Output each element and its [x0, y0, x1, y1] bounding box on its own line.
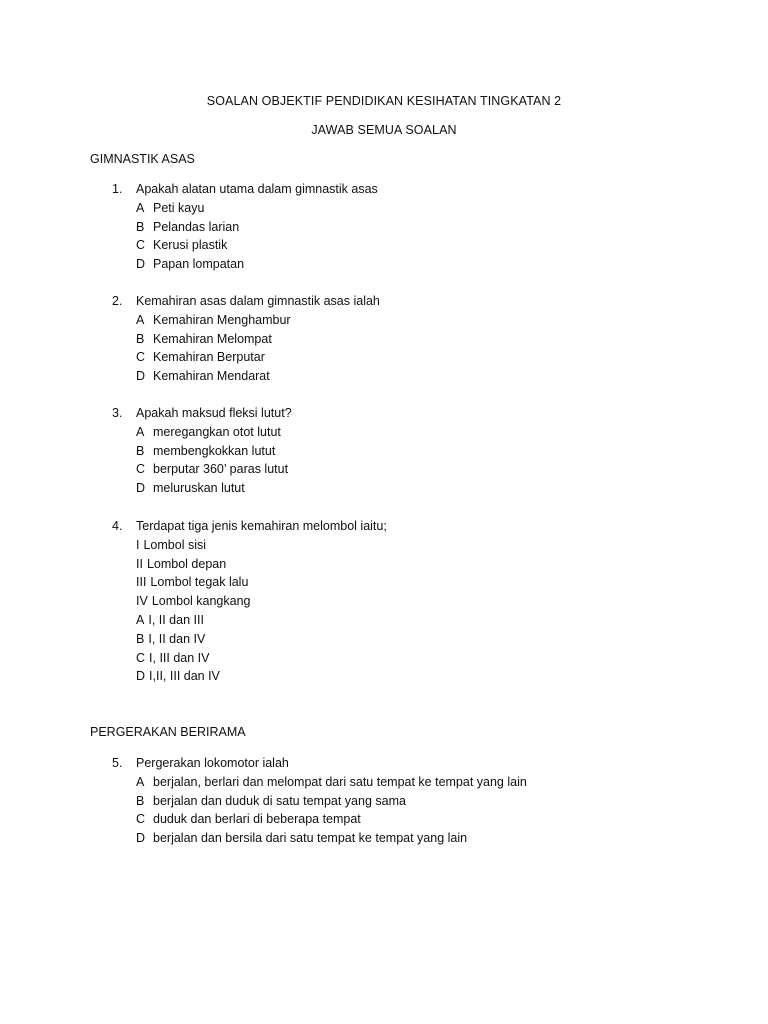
- document-title: SOALAN OBJEKTIF PENDIDIKAN KESIHATAN TINGKATAN 2: [206, 94, 562, 108]
- option-d: [112, 829, 732, 848]
- question-number: 2.: [112, 294, 123, 308]
- option-text: I, II dan IV: [148, 631, 206, 646]
- question-text: Kemahiran asas dalam gimnastik asas ialah: [136, 294, 380, 308]
- option-letter: A: [136, 774, 145, 789]
- statement-i: [112, 536, 732, 555]
- statement-text: Lombol depan: [146, 556, 227, 571]
- option-a: [112, 773, 732, 792]
- option-letter: C: [136, 812, 146, 827]
- section-heading-gimnastik: GIMNASTIK ASAS: [90, 152, 195, 166]
- question-number: 4.: [112, 519, 123, 533]
- option-text: I,II, III dan IV: [149, 669, 220, 684]
- statement-iii: [112, 573, 732, 592]
- option-d: [112, 255, 732, 274]
- option-letter: B: [136, 443, 145, 458]
- option-text: berputar 360’ paras lutut: [153, 462, 289, 477]
- option-b: [112, 218, 732, 237]
- statement-numeral: IV: [136, 594, 148, 609]
- question-stem: [112, 754, 732, 773]
- option-a: [112, 311, 732, 330]
- option-letter: D: [136, 481, 146, 496]
- option-letter: A: [136, 200, 145, 215]
- option-text: duduk dan berlari di beberapa tempat: [153, 812, 361, 827]
- option-c: [112, 649, 732, 668]
- option-text: membengkokkan lutut: [153, 443, 276, 458]
- statement-iv: [112, 592, 732, 611]
- option-text: Pelandas larian: [153, 219, 240, 234]
- option-d: [112, 667, 732, 686]
- option-letter: B: [136, 793, 145, 808]
- option-b: [112, 630, 732, 649]
- instruction-text: JAWAB SEMUA SOALAN: [311, 123, 457, 137]
- option-text: Kemahiran Berputar: [153, 350, 265, 365]
- option-text: berjalan dan bersila dari satu tempat ke tempat yang lain: [153, 831, 468, 846]
- question-1: [112, 180, 732, 274]
- option-c: [112, 810, 732, 829]
- question-number: 1.: [112, 182, 123, 196]
- option-b: [112, 442, 732, 461]
- option-b: [112, 330, 732, 349]
- question-4: [112, 517, 732, 686]
- option-d: [112, 367, 732, 386]
- option-text: berjalan dan duduk di satu tempat yang sama: [153, 793, 406, 808]
- section-heading-pergerakan: PERGERAKAN BERIRAMA: [90, 725, 246, 739]
- option-letter: D: [136, 669, 146, 684]
- option-d: [112, 479, 732, 498]
- statement-numeral: I: [136, 537, 140, 552]
- option-a: [112, 611, 732, 630]
- question-text: Terdapat tiga jenis kemahiran melombol iaitu;: [136, 519, 387, 533]
- option-text: meluruskan lutut: [153, 481, 245, 496]
- option-text: Kemahiran Melompat: [153, 331, 272, 346]
- statement-ii: [112, 555, 732, 574]
- option-text: Papan lompatan: [153, 257, 245, 272]
- option-text: Peti kayu: [153, 200, 205, 215]
- statement-numeral: II: [136, 556, 143, 571]
- question-stem: [112, 404, 732, 423]
- option-letter: C: [136, 238, 146, 253]
- option-text: meregangkan otot lutut: [153, 424, 281, 439]
- option-c: [112, 460, 732, 479]
- option-b: [112, 792, 732, 811]
- question-5: [112, 754, 732, 848]
- option-letter: B: [136, 331, 145, 346]
- option-text: Kemahiran Menghambur: [153, 312, 291, 327]
- question-number: 5.: [112, 756, 123, 770]
- option-letter: C: [136, 462, 146, 477]
- statement-text: Lombol kangkang: [151, 594, 251, 609]
- option-text: Kerusi plastik: [153, 238, 228, 253]
- option-letter: D: [136, 257, 146, 272]
- option-letter: D: [136, 831, 146, 846]
- statement-numeral: III: [136, 575, 147, 590]
- question-text: Apakah alatan utama dalam gimnastik asas: [136, 182, 378, 196]
- question-stem: [112, 517, 732, 536]
- question-stem: [112, 292, 732, 311]
- option-text: Kemahiran Mendarat: [153, 369, 270, 384]
- statement-text: Lombol sisi: [143, 537, 207, 552]
- question-text: Pergerakan lokomotor ialah: [136, 756, 289, 770]
- option-a: [112, 423, 732, 442]
- option-a: [112, 199, 732, 218]
- question-stem: [112, 180, 732, 199]
- option-text: I, III dan IV: [149, 650, 210, 665]
- option-letter: A: [136, 612, 145, 627]
- option-letter: C: [136, 650, 146, 665]
- option-letter: B: [136, 631, 145, 646]
- option-c: [112, 348, 732, 367]
- question-3: [112, 404, 732, 498]
- option-letter: A: [136, 312, 145, 327]
- statement-text: Lombol tegak lalu: [150, 575, 249, 590]
- question-number: 3.: [112, 406, 123, 420]
- option-c: [112, 236, 732, 255]
- option-letter: D: [136, 369, 146, 384]
- option-letter: C: [136, 350, 146, 365]
- option-letter: B: [136, 219, 145, 234]
- option-text: berjalan, berlari dan melompat dari satu tempat ke tempat yang lain: [153, 774, 527, 789]
- option-text: I, II dan III: [148, 612, 204, 627]
- question-2: [112, 292, 732, 386]
- option-letter: A: [136, 424, 145, 439]
- question-text: Apakah maksud fleksi lutut?: [136, 406, 292, 420]
